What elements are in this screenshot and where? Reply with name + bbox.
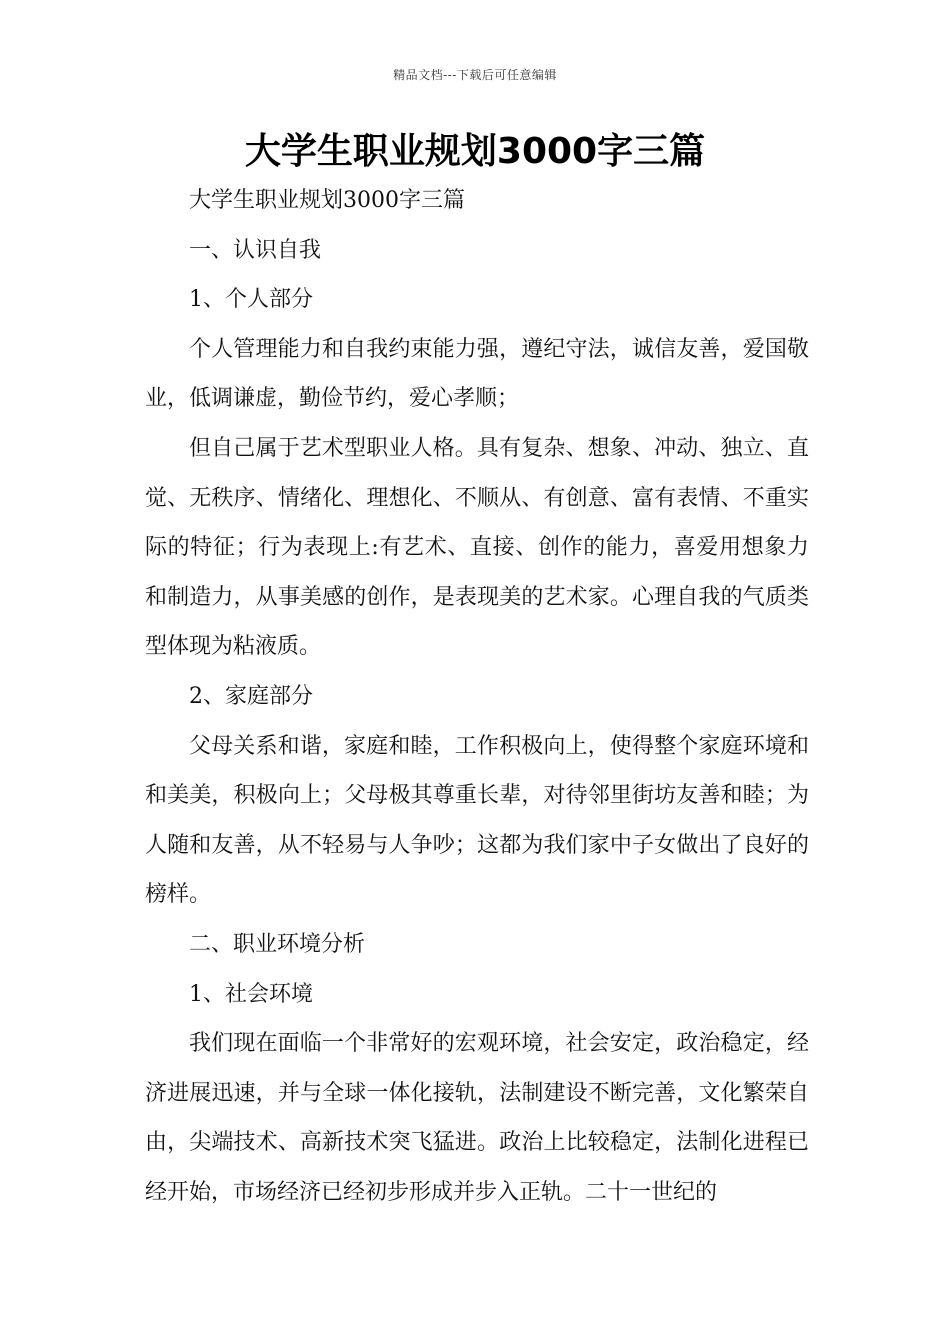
body-paragraph: 个人管理能力和自我约束能力强，遵纪守法，诚信友善，爱国敬业，低调谦虚，勤俭节约，爱心孝顺； bbox=[145, 336, 809, 412]
body-paragraph: 父母关系和谐，家庭和睦，工作积极向上，使得整个家庭环境和和美美，积极向上；父母极其尊重长辈，对待邻里街坊友善和睦；为人随和友善，从不轻易与人争吵；这都为我们家中子女做出了良好的榜样。 bbox=[145, 733, 809, 908]
section-heading-career-environment: 二、职业环境分析 bbox=[189, 931, 366, 957]
subsection-heading-family: 2、家庭部分 bbox=[189, 683, 313, 709]
subsection-heading-social-environment: 1、社会环境 bbox=[189, 981, 313, 1007]
subsection-heading-personal: 1、个人部分 bbox=[189, 287, 313, 313]
header-note: 精品文档---下载后可任意编辑 bbox=[393, 68, 557, 82]
body-paragraph: 我们现在面临一个非常好的宏观环境，社会安定，政治稳定，经济进展迅速，并与全球一体化接轨，法制建设不断完善，文化繁荣自由，尖端技术、高新技术突飞猛进。政治上比较稳定，法制化进程已经开始，市场经济已经初步形成并步入正轨。二十一世纪的 bbox=[145, 1031, 809, 1205]
section-heading-self-awareness: 一、认识自我 bbox=[189, 237, 322, 263]
document-body bbox=[145, 176, 809, 1217]
body-paragraph: 但自己属于艺术型职业人格。具有复杂、想象、冲动、独立、直觉、无秩序、情绪化、理想化、不顺从、有创意、富有表情、不重实际的特征；行为表现上:有艺术、直接、创作的能力，喜爱用想象力和制造力，从事美感的创作，是表现美的艺术家。心理自我的气质类型体现为粘液质。 bbox=[145, 435, 809, 660]
document-title: 大学生职业规划3000字三篇 bbox=[244, 131, 706, 172]
subtitle-paragraph: 大学生职业规划3000字三篇 bbox=[189, 188, 465, 213]
